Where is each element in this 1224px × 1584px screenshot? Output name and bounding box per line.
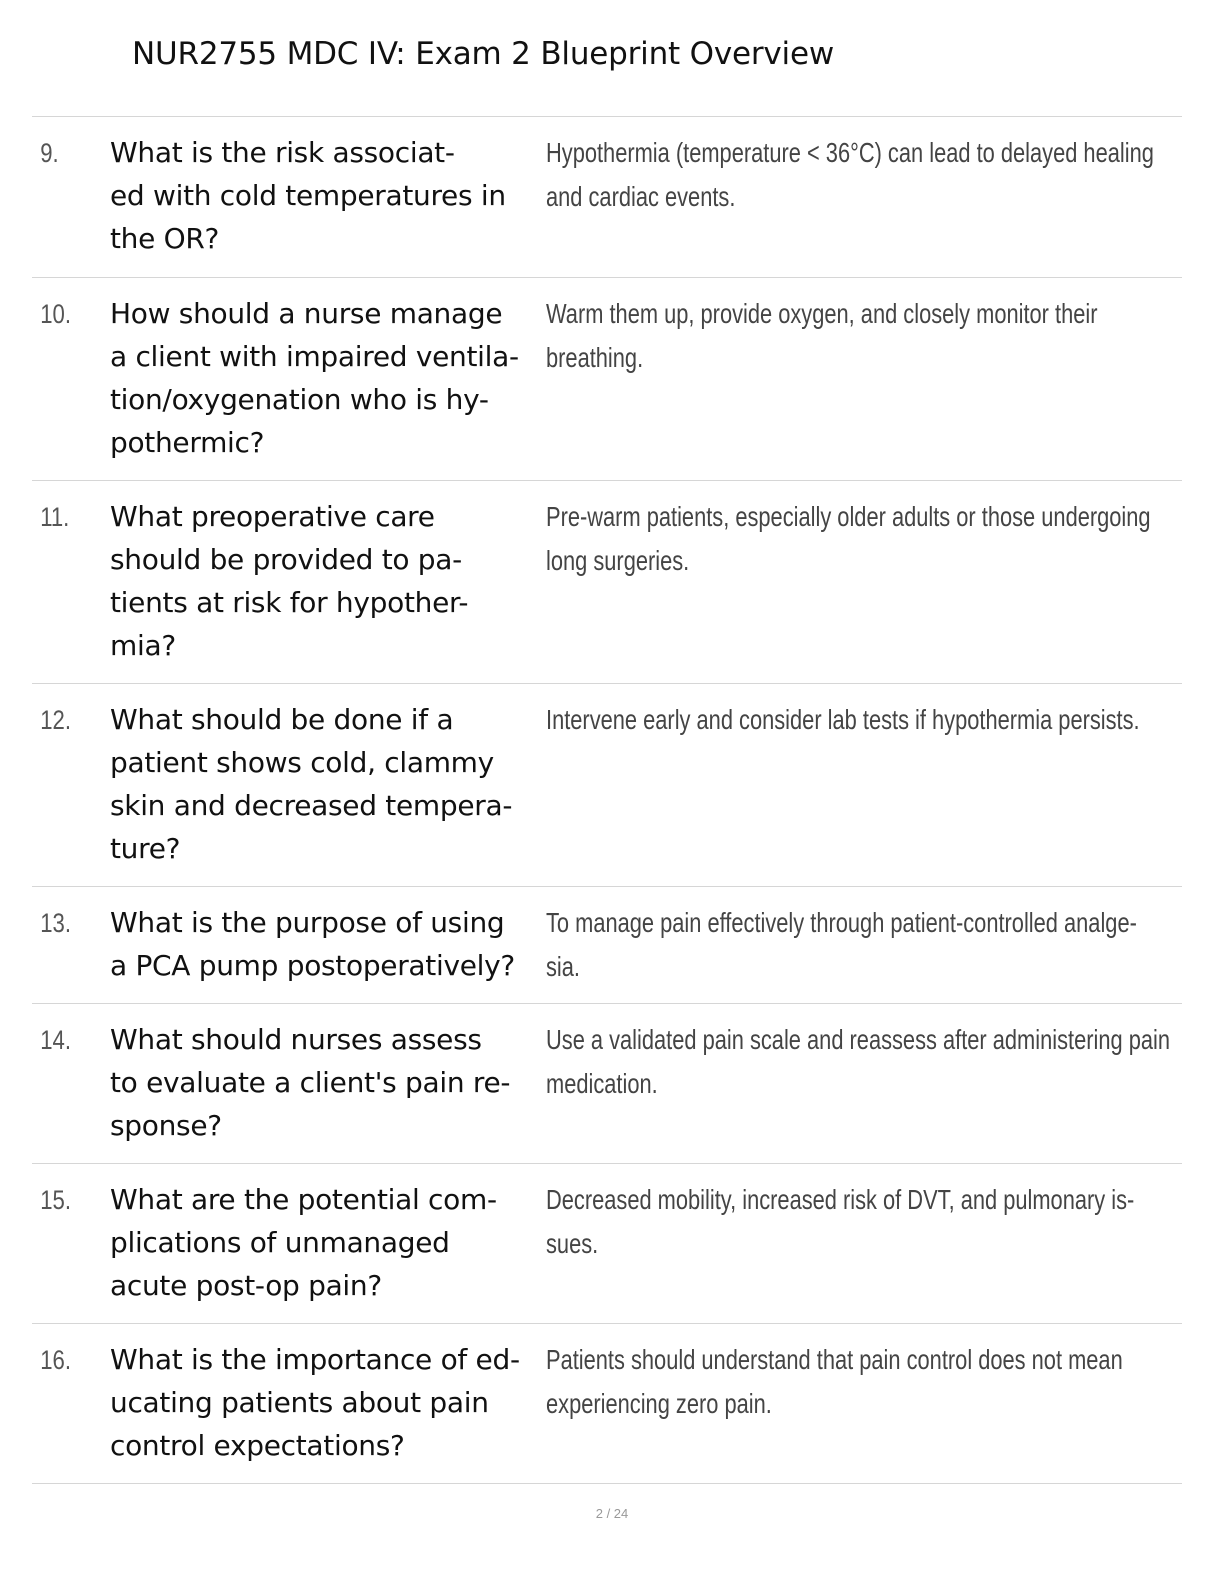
question-line: tion/oxygenation who is hy- — [110, 383, 489, 416]
question-line: patient shows cold, clammy — [110, 746, 494, 779]
answer-line: and cardiac events. — [546, 181, 736, 212]
question-text — [110, 698, 546, 870]
answer-text — [546, 1018, 1182, 1106]
item-number: 9. — [40, 138, 59, 168]
qa-row — [32, 1324, 1182, 1484]
question-line: should be provided to pa- — [110, 543, 462, 576]
question-line: ucating patients about pain — [110, 1386, 489, 1419]
item-number: 16. — [40, 1345, 71, 1375]
answer-line: breathing. — [546, 342, 644, 373]
item-number: 14. — [40, 1025, 71, 1055]
question-line: sponse? — [110, 1109, 222, 1142]
question-text — [110, 901, 546, 987]
question-line: to evaluate a client's pain re- — [110, 1066, 511, 1099]
answer-line: long surgeries. — [546, 545, 690, 576]
question-line: ed with cold temperatures in — [110, 179, 506, 212]
answer-line: Hypothermia (temperature < 36°C) can lead to delayed healing — [546, 137, 1154, 168]
answer-text — [546, 131, 1182, 219]
question-text — [110, 1018, 546, 1147]
qa-row — [32, 887, 1182, 1004]
question-line: What is the importance of ed- — [110, 1343, 520, 1376]
question-line: What preoperative care — [110, 500, 435, 533]
question-line: What is the risk associat- — [110, 136, 455, 169]
question-line: What are the potential com- — [110, 1183, 497, 1216]
page-title: NUR2755 MDC IV: Exam 2 Blueprint Overview — [132, 36, 834, 72]
qa-row — [32, 278, 1182, 481]
question-line: acute post-op pain? — [110, 1269, 382, 1302]
question-text — [110, 131, 546, 260]
question-line: control expectations? — [110, 1429, 405, 1462]
answer-text — [546, 495, 1182, 583]
answer-line: medication. — [546, 1068, 658, 1099]
answer-line: Warm them up, provide oxygen, and closely monitor their — [546, 298, 1098, 329]
answer-text — [546, 1338, 1182, 1426]
question-line: pothermic? — [110, 426, 265, 459]
question-text — [110, 292, 546, 464]
answer-line: Patients should understand that pain control does not mean — [546, 1344, 1123, 1375]
item-number: 12. — [40, 705, 71, 735]
item-number: 13. — [40, 908, 71, 938]
question-line: What should nurses assess — [110, 1023, 482, 1056]
question-line: ture? — [110, 832, 181, 865]
qa-row — [32, 684, 1182, 887]
answer-text — [546, 698, 1182, 742]
answer-line: Use a validated pain scale and reassess after administering pain — [546, 1024, 1171, 1055]
qa-row — [32, 117, 1182, 278]
qa-list — [32, 116, 1182, 1484]
answer-line: experiencing zero pain. — [546, 1388, 772, 1419]
answer-line: Pre-warm patients, especially older adults or those undergoing — [546, 501, 1151, 532]
question-line: a client with impaired ventila- — [110, 340, 519, 373]
answer-line: To manage pain effectively through patient-controlled analge- — [546, 907, 1137, 938]
question-line: How should a nurse manage — [110, 297, 503, 330]
answer-text — [546, 1178, 1182, 1266]
question-line: skin and decreased tempera- — [110, 789, 513, 822]
question-line: What should be done if a — [110, 703, 454, 736]
question-text — [110, 495, 546, 667]
answer-line: Decreased mobility, increased risk of DVT, and pulmonary is- — [546, 1184, 1135, 1215]
question-line: tients at risk for hypother- — [110, 586, 469, 619]
answer-line: Intervene early and consider lab tests if hypothermia persists. — [546, 704, 1140, 735]
item-number: 11. — [40, 502, 70, 532]
qa-row — [32, 481, 1182, 684]
answer-text — [546, 292, 1182, 380]
question-line: the OR? — [110, 222, 220, 255]
qa-row — [32, 1164, 1182, 1324]
answer-text — [546, 901, 1182, 989]
page-number: 2 / 24 — [595, 1506, 629, 1521]
answer-line: sues. — [546, 1228, 599, 1259]
answer-line: sia. — [546, 951, 580, 982]
item-number: 15. — [40, 1185, 71, 1215]
question-line: mia? — [110, 629, 176, 662]
question-text — [110, 1338, 546, 1467]
qa-row — [32, 1004, 1182, 1164]
item-number: 10. — [40, 299, 71, 329]
question-line: What is the purpose of using — [110, 906, 505, 939]
question-line: plications of unmanaged — [110, 1226, 450, 1259]
question-line: a PCA pump postoperatively? — [110, 949, 515, 982]
question-text — [110, 1178, 546, 1307]
